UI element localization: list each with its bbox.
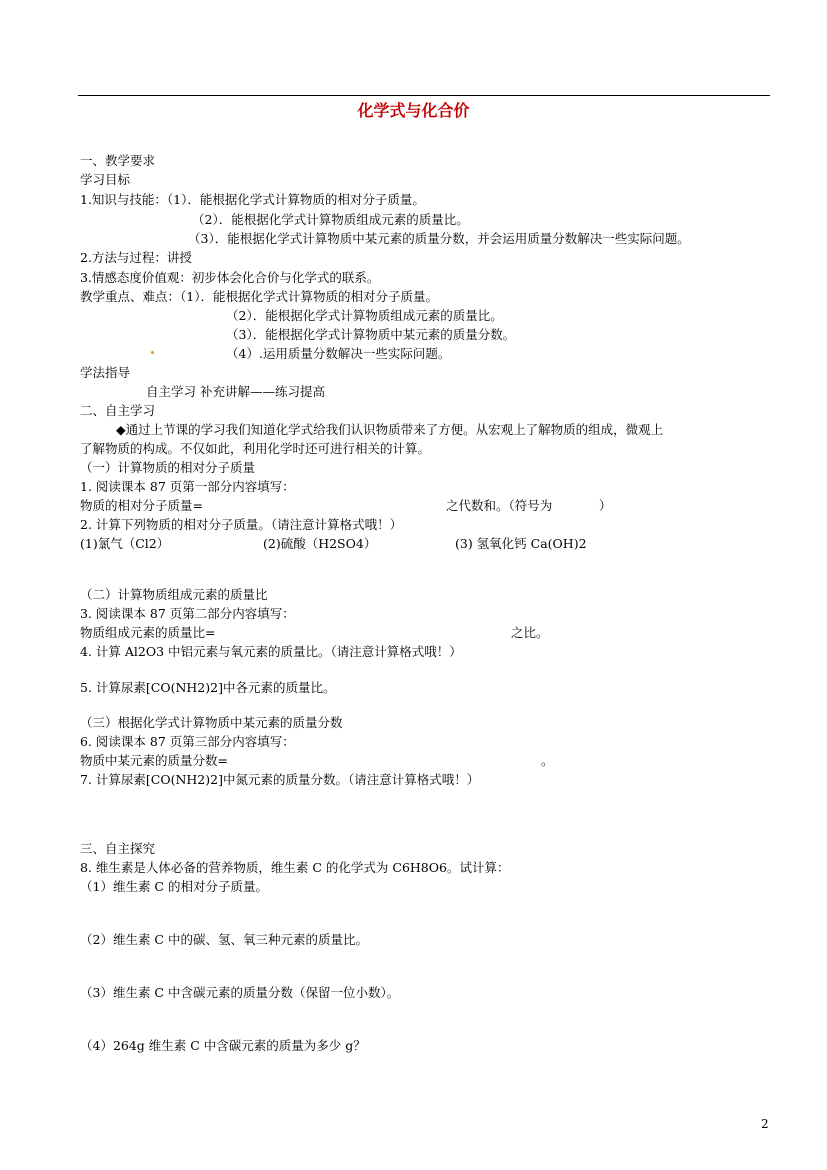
goal-line-5: 3.情感态度价值观：初步体会化合价与化学式的联系。 <box>80 270 380 285</box>
goal-line-4: 2.方法与过程：讲授 <box>80 250 192 265</box>
question-8: 8. 维生素是人体必备的营养物质，维生素 C 的化学式为 C6H8O6。试计算： <box>80 860 510 875</box>
section-2-heading: 二、自主学习 <box>80 403 156 418</box>
section-3-heading: 三、自主探究 <box>80 841 156 856</box>
part-1-heading: （一）计算物质的相对分子质量 <box>80 460 256 475</box>
page-title: 化学式与化合价 <box>357 101 470 120</box>
key-point-2: （2）．能根据化学式计算物质组成元素的质量比。 <box>226 308 503 323</box>
question-7: 7. 计算尿素[CO(NH2)2]中氮元素的质量分数。（请注意计算格式哦！） <box>80 772 480 787</box>
question-8-part-2: （2）维生素 C 中的碳、氢、氧三种元素的质量比。 <box>80 932 368 947</box>
question-6: 6. 阅读课本 87 页第三部分内容填写： <box>80 734 295 749</box>
intro-line-1: ◆通过上节课的学习我们知道化学式给我们认识物质带来了方便。从宏观上了解物质的组成，微观上 <box>116 422 664 437</box>
fill-prefix: 物质的相对分子质量= <box>80 498 203 513</box>
question-1-fill-middle: 之代数和。（符号为 <box>446 498 553 513</box>
question-1-fill <box>80 497 203 515</box>
goal-line-1: 1.知识与技能：（1）．能根据化学式计算物质的相对分子质量。 <box>80 192 425 207</box>
question-3-fill-end: 之比。 <box>511 625 549 640</box>
question-4: 4. 计算 Al2O3 中铝元素与氧元素的质量比。（请注意计算格式哦！） <box>80 644 462 659</box>
intro-line-2: 了解物质的构成。不仅如此，利用化学时还可进行相关的计算。 <box>80 441 431 456</box>
part-2-heading: （二）计算物质组成元素的质量比 <box>80 587 268 602</box>
question-5: 5. 计算尿素[CO(NH2)2]中各元素的质量比。 <box>80 680 336 695</box>
part-3-heading: （三）根据化学式计算物质中某元素的质量分数 <box>80 715 343 730</box>
question-8-part-3: （3）维生素 C 中含碳元素的质量分数（保留一位小数）。 <box>80 985 400 1000</box>
page-number: 2 <box>761 1117 769 1131</box>
question-3: 3. 阅读课本 87 页第二部分内容填写： <box>80 606 295 621</box>
decorative-dot <box>151 351 154 354</box>
header-rule <box>78 95 770 96</box>
question-2-item-b: (2)硫酸（H2SO4） <box>263 536 377 551</box>
goal-line-2: （2）．能根据化学式计算物质组成元素的质量比。 <box>192 212 469 227</box>
section-1-heading: 一、教学要求 <box>80 153 156 168</box>
question-1: 1. 阅读课本 87 页第一部分内容填写： <box>80 479 295 494</box>
question-6-fill: 物质中某元素的质量分数= <box>80 753 228 768</box>
question-8-part-1: （1）维生素 C 的相对分子质量。 <box>80 879 268 894</box>
method-text: 自主学习 补充讲解——练习提高 <box>146 384 325 399</box>
goals-label: 学习目标 <box>80 172 131 187</box>
question-3-fill: 物质组成元素的质量比= <box>80 625 216 640</box>
method-label: 学法指导 <box>80 365 131 380</box>
question-2-item-a: (1)氯气（Cl2） <box>80 536 170 551</box>
key-point-3: （3）．能根据化学式计算物质中某元素的质量分数。 <box>226 327 516 342</box>
question-6-fill-end: 。 <box>541 753 554 768</box>
question-8-part-4: （4）264g 维生素 C 中含碳元素的质量为多少 g？ <box>80 1038 366 1053</box>
key-point-1: 教学重点、难点：（1）．能根据化学式计算物质的相对分子质量。 <box>80 289 438 304</box>
question-2: 2. 计算下列物质的相对分子质量。（请注意计算格式哦！） <box>80 517 403 532</box>
goal-line-3: （3）．能根据化学式计算物质中某元素的质量分数，并会运用质量分数解决一些实际问题。 <box>188 231 690 246</box>
question-2-item-c: (3) 氢氧化钙 Ca(OH)2 <box>455 536 587 551</box>
question-1-fill-end: ） <box>599 498 612 513</box>
key-point-4: （4）.运用质量分数解决一些实际问题。 <box>226 346 451 361</box>
